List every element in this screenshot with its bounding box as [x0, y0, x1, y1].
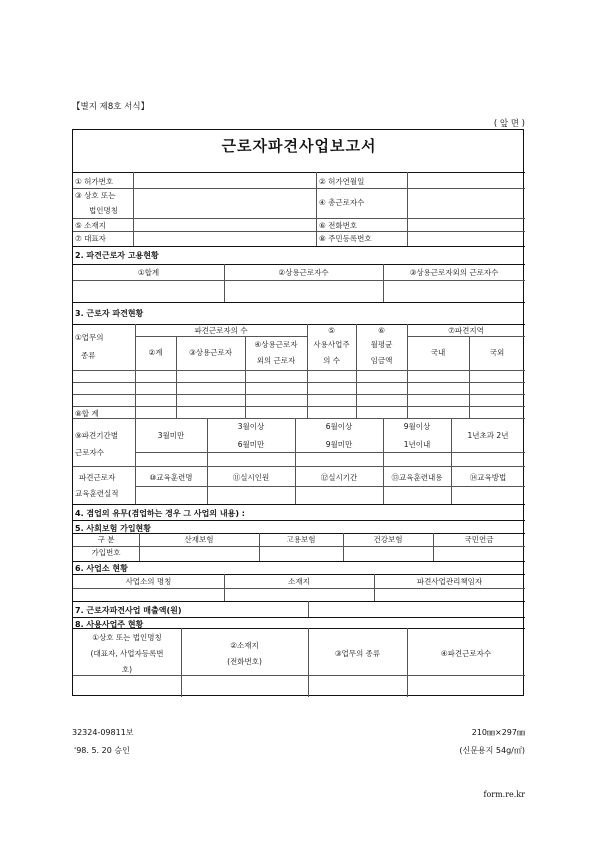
wage-header-1: 월평균: [370, 340, 393, 349]
section8-heading: 8. 사용사업주 현황: [75, 620, 144, 629]
nonregular-col-header-2: 외의 근로자: [256, 356, 296, 365]
regular-header: ②상용근로자수: [278, 268, 329, 277]
phone-label: ⑥ 전화번호: [319, 221, 358, 230]
training-count-header: ⑪실시인원: [232, 473, 270, 482]
employer-address-header-2: (전화번호): [227, 657, 262, 666]
license-no-label: ① 허가번호: [75, 177, 114, 186]
national-pension-header: 국민연금: [464, 535, 494, 544]
domestic-header: 국내: [430, 348, 446, 357]
employers-number: ⑤: [328, 326, 335, 335]
overseas-header: 국외: [489, 348, 505, 357]
health-insurance-header: 건강보험: [373, 535, 403, 544]
training-name-header: ⑩교육훈련명: [149, 473, 193, 482]
site-watermark: form.re.kr: [483, 790, 525, 799]
section4-heading: 4. 겸업의 유무(겸업하는 경우 그 사업의 내용) :: [75, 509, 245, 518]
office-name-header: 사업소의 명칭: [125, 577, 172, 586]
office-address-header: 소재지: [288, 577, 310, 586]
period-over-1y: 1년초과 2년: [467, 431, 509, 440]
resident-no-label: ⑧ 주민등록번호: [319, 234, 372, 243]
training-label-2: 교육훈련실적: [75, 489, 119, 498]
paper-size: 210㎜×297㎜: [471, 728, 525, 737]
period-label-1: ⑨파견기간별: [75, 431, 118, 440]
total-workers-label: ④ 총근로자수: [319, 198, 365, 207]
company-label-2: 법인명칭: [89, 206, 118, 215]
sum-row-label: ⑧합 계: [75, 409, 99, 418]
employer-name-header-2: (대표자, 사업자등록번: [90, 649, 164, 658]
dispatched-count-header: 파견근로자의 수: [194, 326, 248, 335]
employer-name-header-1: ①상호 또는 법인명칭: [92, 633, 162, 642]
paper-type: (신문용지 54g/㎡): [459, 746, 525, 755]
industrial-insurance-header: 산재보험: [184, 535, 214, 544]
approval-date: '98. 5. 20 승인: [74, 746, 130, 755]
region-header: ⑦파견지역: [448, 326, 484, 335]
nonregular-col-header-1: ④상용근로자: [254, 340, 298, 349]
period-3m-6m-1: 3월이상: [237, 422, 265, 431]
employer-job-header: ③업무의 종류: [334, 649, 381, 658]
employer-workers-header: ④파견근로자수: [440, 649, 492, 658]
wage-number: ⑥: [378, 326, 385, 335]
form-title: 근로자파견사업보고서: [221, 137, 377, 155]
insurance-category-header: 구 분: [97, 535, 115, 544]
nonregular-header: ③상용근로자외의 근로자수: [409, 268, 499, 277]
employers-header-1: 사용사업주: [313, 340, 350, 349]
period-3m-6m-2: 6월미만: [237, 440, 265, 449]
employment-insurance-header: 고용보험: [286, 535, 316, 544]
section5-heading: 5. 사회보험 가입현황: [75, 524, 151, 533]
section3-heading: 3. 근로자 파견현황: [75, 309, 144, 318]
training-label-1: 파견근로자: [79, 473, 116, 482]
section6-heading: 6. 사업소 현황: [75, 564, 128, 573]
period-6m-9m-2: 9월미만: [325, 440, 353, 449]
regular-col-header: ③상용근로자: [189, 348, 232, 357]
form-number: 【별지 제8호 서식】: [72, 102, 150, 112]
report-form: [72, 129, 524, 696]
license-date-label: ② 허가연월일: [319, 177, 365, 186]
form-code: 32324-09811보: [72, 728, 134, 737]
job-type-label-1: ①업무의: [75, 333, 104, 342]
address-label: ⑤ 소재지: [75, 221, 106, 230]
employer-name-header-3: 호): [121, 665, 133, 674]
total-header: ①합계: [137, 268, 160, 277]
training-content-header: ⑬교육훈련내용: [391, 473, 443, 482]
period-9m-1y-2: 1년이내: [403, 440, 431, 449]
representative-label: ⑦ 대표자: [75, 234, 106, 243]
company-label-1: ③ 상호 또는: [75, 191, 116, 200]
section2-heading: 2. 파견근로자 고용현황: [75, 251, 159, 260]
employer-address-header-1: ②소재지: [230, 641, 259, 650]
office-manager-header: 파견사업관리책임자: [416, 577, 483, 586]
job-type-label-2: 종류: [81, 351, 96, 360]
wage-header-2: 임금액: [370, 356, 393, 365]
period-9m-1y-1: 9월이상: [403, 422, 431, 431]
period-6m-9m-1: 6월이상: [325, 422, 353, 431]
total-col-header: ②계: [148, 348, 163, 357]
period-label-2: 근로자수: [75, 448, 104, 457]
training-method-header: ⑭교육방법: [469, 473, 507, 482]
period-under-3m: 3월미만: [157, 431, 185, 440]
page-side-label: ( 앞 면 ): [493, 119, 525, 129]
section7-heading: 7. 근로자파견사업 매출액(원): [75, 606, 182, 615]
employers-header-2: 의 수: [323, 356, 340, 365]
training-period-header: ⑫실시기간: [320, 473, 358, 482]
insurance-number-label: 가입번호: [91, 548, 121, 557]
